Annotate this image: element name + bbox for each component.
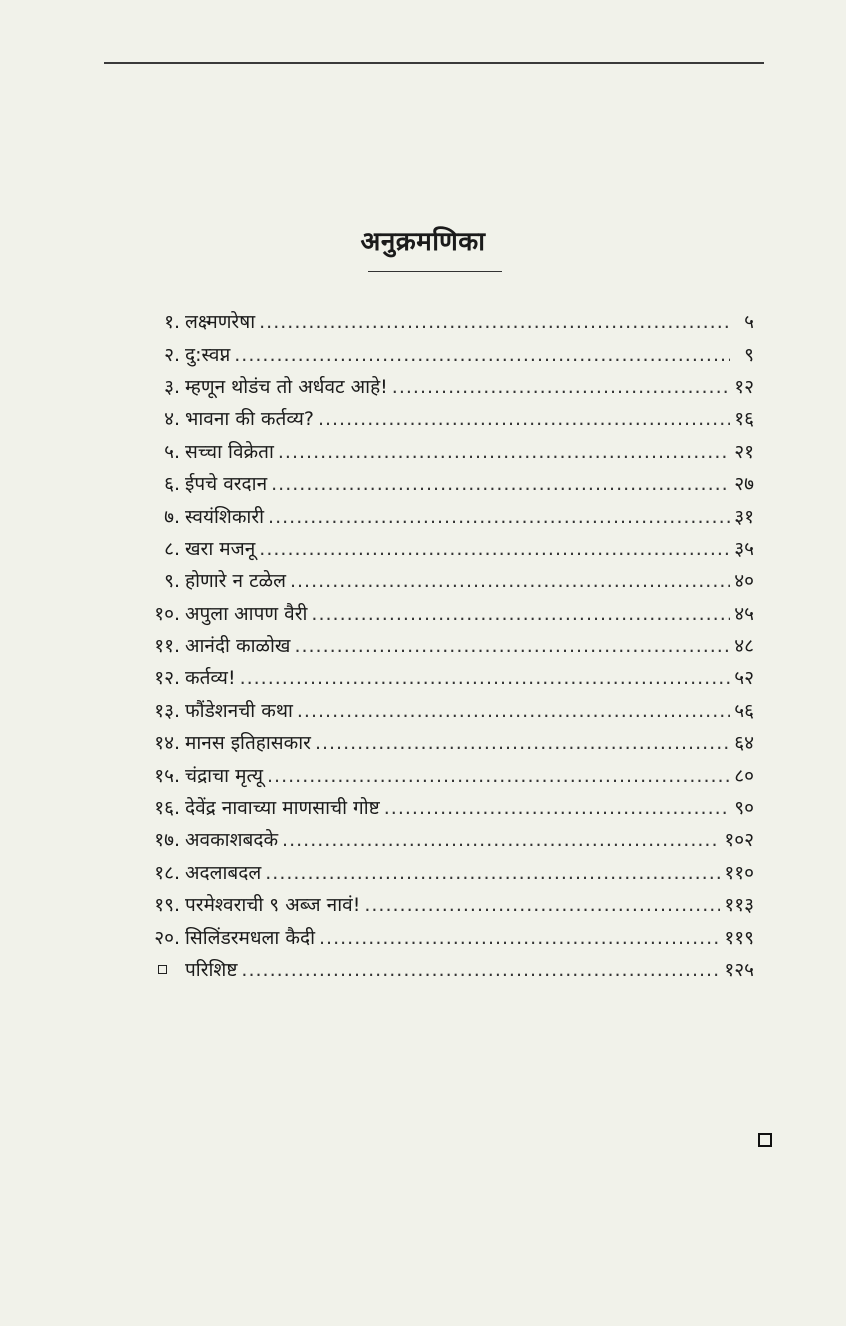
toc-entry-5 <box>0 435 846 467</box>
dot-leader <box>259 538 730 560</box>
toc-entry-20 <box>0 920 846 952</box>
entry-page: २१ <box>734 440 754 463</box>
dot-leader <box>267 765 730 787</box>
entry-title: आनंदी काळोख <box>185 635 291 658</box>
entry-page: ३५ <box>734 537 754 560</box>
entry-page: ५२ <box>734 667 754 690</box>
entry-number: ३. <box>164 375 180 398</box>
toc-entry-18 <box>0 856 846 888</box>
entry-title: म्हणून थोडंच तो अर्धवट आहे! <box>185 375 388 398</box>
entry-number: ७. <box>164 505 180 528</box>
dot-leader <box>297 700 730 722</box>
entry-number: २०. <box>154 926 180 949</box>
entry-page: १६ <box>734 408 754 431</box>
dot-leader <box>311 603 730 625</box>
entry-page: ५६ <box>734 699 754 722</box>
entry-page: १२५ <box>724 959 754 981</box>
entry-title: मानस इतिहासकार <box>185 732 311 755</box>
entry-title: परमेश्वराची ९ अब्ज नावं! <box>185 894 361 917</box>
dot-leader <box>240 667 730 689</box>
entry-title: स्वयंशिकारी <box>185 505 265 528</box>
title-underline <box>368 271 502 272</box>
entry-number: १५. <box>154 764 180 787</box>
dot-leader <box>315 732 730 754</box>
toc-entry-14 <box>0 726 846 758</box>
dot-leader <box>265 862 720 884</box>
toc-entry-10 <box>0 597 846 629</box>
entry-title: परिशिष्ट <box>185 959 238 981</box>
entry-title: कर्तव्य! <box>185 667 236 690</box>
entry-number: १६. <box>154 797 180 820</box>
toc-entry-11 <box>0 629 846 661</box>
toc-entry-1 <box>0 305 846 337</box>
entry-page: ३१ <box>734 505 754 528</box>
toc-entry-appendix <box>0 953 846 985</box>
toc-entry-8 <box>0 532 846 564</box>
entry-page: ४८ <box>734 635 754 658</box>
entry-title: सच्चा विक्रेता <box>185 440 274 463</box>
entry-number: १२. <box>154 667 180 690</box>
toc-entry-12 <box>0 661 846 693</box>
entry-title: होणारे न टळेल <box>185 570 286 593</box>
dot-leader <box>384 797 730 819</box>
dot-leader <box>319 927 720 949</box>
entry-number: १३. <box>154 699 180 722</box>
table-of-contents <box>0 305 846 985</box>
toc-entry-4 <box>0 402 846 434</box>
entry-title: लक्ष्मणरेषा <box>185 311 256 334</box>
entry-title: दु:स्वप्न <box>185 343 231 366</box>
toc-entry-15 <box>0 758 846 790</box>
entry-page: ९० <box>734 797 754 820</box>
entry-page: ११३ <box>724 894 754 917</box>
entry-number: १८. <box>154 861 180 884</box>
toc-entry-7 <box>0 499 846 531</box>
entry-number: २. <box>164 343 180 366</box>
entry-title: देवेंद्र नावाच्या माणसाची गोष्ट <box>185 797 380 820</box>
entry-page: ८० <box>734 764 754 787</box>
square-bullet-icon <box>158 965 167 974</box>
entry-number: ९. <box>164 570 180 593</box>
dot-leader <box>364 894 720 916</box>
page-title: अनुक्रमणिका <box>360 227 486 257</box>
dot-leader <box>278 441 730 463</box>
toc-entry-3 <box>0 370 846 402</box>
dot-leader <box>290 570 730 592</box>
entry-title: ईपचे वरदान <box>185 473 268 496</box>
entry-number: १४. <box>154 732 180 755</box>
entry-number: ५. <box>164 440 180 463</box>
entry-page: ११९ <box>724 926 754 949</box>
dot-leader <box>241 959 720 981</box>
entry-page: २७ <box>734 473 754 496</box>
entry-page: ४५ <box>734 602 754 625</box>
top-rule <box>104 62 764 64</box>
entry-number: ८. <box>164 537 180 560</box>
dot-leader <box>294 635 730 657</box>
entry-number: १७. <box>154 829 180 852</box>
entry-title: खरा मजनू <box>185 537 256 560</box>
entry-number: १०. <box>154 602 180 625</box>
entry-number: १९. <box>154 894 180 917</box>
entry-number: ११. <box>154 635 180 658</box>
toc-entry-6 <box>0 467 846 499</box>
toc-entry-9 <box>0 564 846 596</box>
toc-entry-2 <box>0 337 846 369</box>
entry-page: १०२ <box>724 829 754 852</box>
entry-number: ६. <box>164 473 180 496</box>
end-square-icon <box>758 1133 772 1147</box>
entry-title: अपुला आपण वैरी <box>185 602 308 625</box>
entry-title: चंद्राचा मृत्यू <box>185 764 263 787</box>
dot-leader <box>259 311 730 333</box>
entry-title: फौंडेशनची कथा <box>185 699 293 722</box>
entry-page: ४० <box>734 570 754 593</box>
entry-page: ११० <box>724 861 754 884</box>
entry-title: अवकाशबदके <box>185 829 279 852</box>
entry-page: ९ <box>744 343 754 366</box>
entry-title: अदलाबदल <box>185 861 262 884</box>
entry-number: ४. <box>164 408 180 431</box>
entry-page: ६४ <box>734 732 754 755</box>
toc-entry-19 <box>0 888 846 920</box>
entry-page: १२ <box>734 375 754 398</box>
dot-leader <box>282 829 720 851</box>
dot-leader <box>318 408 730 430</box>
toc-entry-17 <box>0 823 846 855</box>
toc-entry-16 <box>0 791 846 823</box>
dot-leader <box>234 344 730 366</box>
dot-leader <box>271 473 730 495</box>
dot-leader <box>392 376 730 398</box>
entry-title: सिलिंडरमधला कैदी <box>185 926 315 949</box>
entry-page: ५ <box>744 311 754 334</box>
entry-title: भावना की कर्तव्य? <box>185 408 314 431</box>
toc-entry-13 <box>0 694 846 726</box>
dot-leader <box>268 506 730 528</box>
entry-number: १. <box>164 311 180 334</box>
